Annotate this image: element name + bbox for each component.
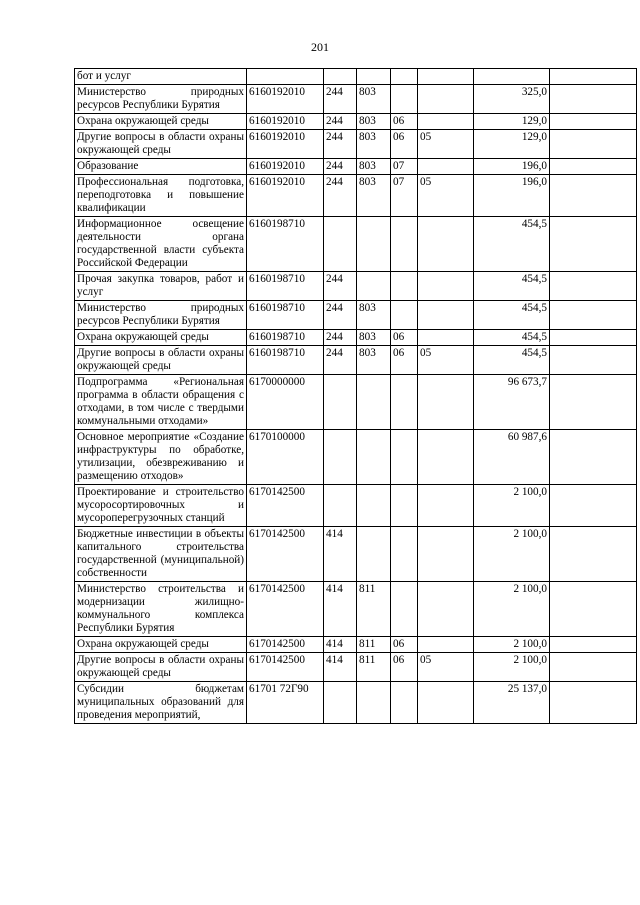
expense-type-cell: 244 <box>324 330 357 346</box>
section-cell <box>391 485 418 527</box>
amount-cell: 25 137,0 <box>474 682 550 724</box>
subsection-cell <box>418 69 474 85</box>
target-article-cell: 6170100000 <box>247 430 324 485</box>
table-row <box>75 175 637 217</box>
extra-cell <box>550 301 637 330</box>
subsection-cell: 05 <box>418 175 474 217</box>
target-article-cell: 6160192010 <box>247 85 324 114</box>
extra-cell <box>550 430 637 485</box>
subsection-cell <box>418 527 474 582</box>
section-cell <box>391 301 418 330</box>
ministry-code-cell: 811 <box>357 582 391 637</box>
row-name-cell: Другие вопросы в области охраны окружающей среды <box>75 653 247 682</box>
ministry-code-cell: 811 <box>357 637 391 653</box>
row-name-cell: Другие вопросы в области охраны окружающей среды <box>75 346 247 375</box>
target-article-cell: 6160198710 <box>247 330 324 346</box>
target-article-cell: 6160198710 <box>247 217 324 272</box>
target-article-cell <box>247 69 324 85</box>
table-row <box>75 217 637 272</box>
extra-cell <box>550 114 637 130</box>
section-cell <box>391 582 418 637</box>
table-row <box>75 130 637 159</box>
expense-type-cell <box>324 430 357 485</box>
subsection-cell <box>418 159 474 175</box>
subsection-cell: 05 <box>418 346 474 375</box>
table-row <box>75 69 637 85</box>
expense-type-cell: 414 <box>324 527 357 582</box>
extra-cell <box>550 272 637 301</box>
extra-cell <box>550 130 637 159</box>
row-name-cell: Основное мероприятие «Создание инфраструктуры по обработке, утилизации, обезвреживанию и размещению отходов» <box>75 430 247 485</box>
row-name-cell: Охрана окружающей среды <box>75 114 247 130</box>
row-name-cell: Министерство строительства и модернизации жилищно-коммунального комплекса Республики Бурятия <box>75 582 247 637</box>
row-name-cell: Охрана окружающей среды <box>75 330 247 346</box>
expense-type-cell: 244 <box>324 114 357 130</box>
table-row <box>75 582 637 637</box>
subsection-cell <box>418 375 474 430</box>
target-article-cell: 6170142500 <box>247 582 324 637</box>
amount-cell: 325,0 <box>474 85 550 114</box>
target-article-cell: 6170142500 <box>247 527 324 582</box>
ministry-code-cell: 803 <box>357 301 391 330</box>
section-cell: 06 <box>391 114 418 130</box>
amount-cell: 196,0 <box>474 159 550 175</box>
amount-cell: 2 100,0 <box>474 527 550 582</box>
extra-cell <box>550 346 637 375</box>
section-cell: 07 <box>391 159 418 175</box>
section-cell <box>391 69 418 85</box>
target-article-cell: 6160192010 <box>247 130 324 159</box>
row-name-cell: бот и услуг <box>75 69 247 85</box>
subsection-cell <box>418 217 474 272</box>
row-name-cell: Другие вопросы в области охраны окружающей среды <box>75 130 247 159</box>
amount-cell: 454,5 <box>474 217 550 272</box>
section-cell <box>391 217 418 272</box>
section-cell: 07 <box>391 175 418 217</box>
expense-type-cell: 244 <box>324 272 357 301</box>
ministry-code-cell: 803 <box>357 85 391 114</box>
amount-cell <box>474 69 550 85</box>
subsection-cell <box>418 272 474 301</box>
section-cell <box>391 527 418 582</box>
expense-type-cell: 244 <box>324 85 357 114</box>
expense-type-cell <box>324 485 357 527</box>
subsection-cell: 05 <box>418 653 474 682</box>
section-cell: 06 <box>391 130 418 159</box>
table-row <box>75 375 637 430</box>
amount-cell: 96 673,7 <box>474 375 550 430</box>
target-article-cell: 6160198710 <box>247 272 324 301</box>
expense-type-cell: 244 <box>324 130 357 159</box>
row-name-cell: Прочая закупка товаров, работ и услуг <box>75 272 247 301</box>
table-row <box>75 85 637 114</box>
expense-type-cell: 244 <box>324 301 357 330</box>
target-article-cell: 61701 72Г90 <box>247 682 324 724</box>
subsection-cell <box>418 301 474 330</box>
ministry-code-cell: 803 <box>357 114 391 130</box>
section-cell: 06 <box>391 346 418 375</box>
expense-type-cell: 244 <box>324 175 357 217</box>
subsection-cell <box>418 582 474 637</box>
extra-cell <box>550 85 637 114</box>
amount-cell: 2 100,0 <box>474 485 550 527</box>
subsection-cell <box>418 114 474 130</box>
amount-cell: 129,0 <box>474 130 550 159</box>
target-article-cell: 6170142500 <box>247 637 324 653</box>
table-row <box>75 114 637 130</box>
ministry-code-cell: 803 <box>357 130 391 159</box>
extra-cell <box>550 582 637 637</box>
subsection-cell: 05 <box>418 130 474 159</box>
ministry-code-cell: 803 <box>357 346 391 375</box>
row-name-cell: Профессиональная подготовка, переподготовка и повышение квалификации <box>75 175 247 217</box>
target-article-cell: 6160192010 <box>247 114 324 130</box>
row-name-cell: Субсидии бюджетам муниципальных образований для проведения мероприятий, <box>75 682 247 724</box>
subsection-cell <box>418 637 474 653</box>
extra-cell <box>550 682 637 724</box>
target-article-cell: 6170142500 <box>247 653 324 682</box>
table-row <box>75 653 637 682</box>
target-article-cell: 6160192010 <box>247 159 324 175</box>
expense-type-cell: 414 <box>324 637 357 653</box>
target-article-cell: 6160192010 <box>247 175 324 217</box>
section-cell <box>391 272 418 301</box>
amount-cell: 454,5 <box>474 330 550 346</box>
ministry-code-cell <box>357 69 391 85</box>
amount-cell: 60 987,6 <box>474 430 550 485</box>
table-row <box>75 527 637 582</box>
row-name-cell: Подпрограмма «Региональная программа в области обращения с отходами, в том числе с твердыми коммунальными отходами» <box>75 375 247 430</box>
section-cell <box>391 430 418 485</box>
ministry-code-cell <box>357 375 391 430</box>
subsection-cell <box>418 85 474 114</box>
subsection-cell <box>418 330 474 346</box>
row-name-cell: Министерство природных ресурсов Республики Бурятия <box>75 85 247 114</box>
ministry-code-cell <box>357 217 391 272</box>
amount-cell: 2 100,0 <box>474 653 550 682</box>
subsection-cell <box>418 485 474 527</box>
table-row <box>75 159 637 175</box>
extra-cell <box>550 69 637 85</box>
amount-cell: 454,5 <box>474 346 550 375</box>
amount-cell: 2 100,0 <box>474 582 550 637</box>
row-name-cell: Проектирование и строительство мусоросортировочных и мусороперегрузочных станций <box>75 485 247 527</box>
extra-cell <box>550 375 637 430</box>
expense-type-cell: 244 <box>324 346 357 375</box>
ministry-code-cell: 803 <box>357 175 391 217</box>
section-cell: 06 <box>391 653 418 682</box>
table-row <box>75 330 637 346</box>
ministry-code-cell: 803 <box>357 330 391 346</box>
extra-cell <box>550 330 637 346</box>
expense-type-cell: 244 <box>324 159 357 175</box>
extra-cell <box>550 159 637 175</box>
extra-cell <box>550 653 637 682</box>
expense-type-cell <box>324 682 357 724</box>
subsection-cell <box>418 430 474 485</box>
budget-table-body <box>75 69 637 724</box>
expense-type-cell <box>324 217 357 272</box>
row-name-cell: Министерство природных ресурсов Республики Бурятия <box>75 301 247 330</box>
extra-cell <box>550 217 637 272</box>
amount-cell: 2 100,0 <box>474 637 550 653</box>
amount-cell: 129,0 <box>474 114 550 130</box>
expense-type-cell <box>324 375 357 430</box>
extra-cell <box>550 637 637 653</box>
table-row <box>75 346 637 375</box>
expense-type-cell: 414 <box>324 653 357 682</box>
ministry-code-cell <box>357 272 391 301</box>
subsection-cell <box>418 682 474 724</box>
target-article-cell: 6170000000 <box>247 375 324 430</box>
ministry-code-cell <box>357 485 391 527</box>
ministry-code-cell: 811 <box>357 653 391 682</box>
row-name-cell: Охрана окружающей среды <box>75 637 247 653</box>
page-number: 201 <box>311 40 329 54</box>
amount-cell: 454,5 <box>474 301 550 330</box>
table-row <box>75 430 637 485</box>
ministry-code-cell: 803 <box>357 159 391 175</box>
table-row <box>75 301 637 330</box>
ministry-code-cell <box>357 527 391 582</box>
amount-cell: 196,0 <box>474 175 550 217</box>
section-cell: 06 <box>391 637 418 653</box>
table-row <box>75 485 637 527</box>
row-name-cell: Образование <box>75 159 247 175</box>
section-cell <box>391 375 418 430</box>
table-row <box>75 637 637 653</box>
ministry-code-cell <box>357 682 391 724</box>
extra-cell <box>550 485 637 527</box>
extra-cell <box>550 175 637 217</box>
section-cell <box>391 85 418 114</box>
target-article-cell: 6160198710 <box>247 301 324 330</box>
table-row <box>75 682 637 724</box>
row-name-cell: Бюджетные инвестиции в объекты капитального строительства государственной (муниципальной) собственности <box>75 527 247 582</box>
target-article-cell: 6170142500 <box>247 485 324 527</box>
budget-table <box>74 68 637 724</box>
table-row <box>75 272 637 301</box>
extra-cell <box>550 527 637 582</box>
amount-cell: 454,5 <box>474 272 550 301</box>
expense-type-cell <box>324 69 357 85</box>
expense-type-cell: 414 <box>324 582 357 637</box>
ministry-code-cell <box>357 430 391 485</box>
section-cell: 06 <box>391 330 418 346</box>
target-article-cell: 6160198710 <box>247 346 324 375</box>
row-name-cell: Информационное освещение деятельности органа государственной власти субъекта Российской Федерации <box>75 217 247 272</box>
section-cell <box>391 682 418 724</box>
